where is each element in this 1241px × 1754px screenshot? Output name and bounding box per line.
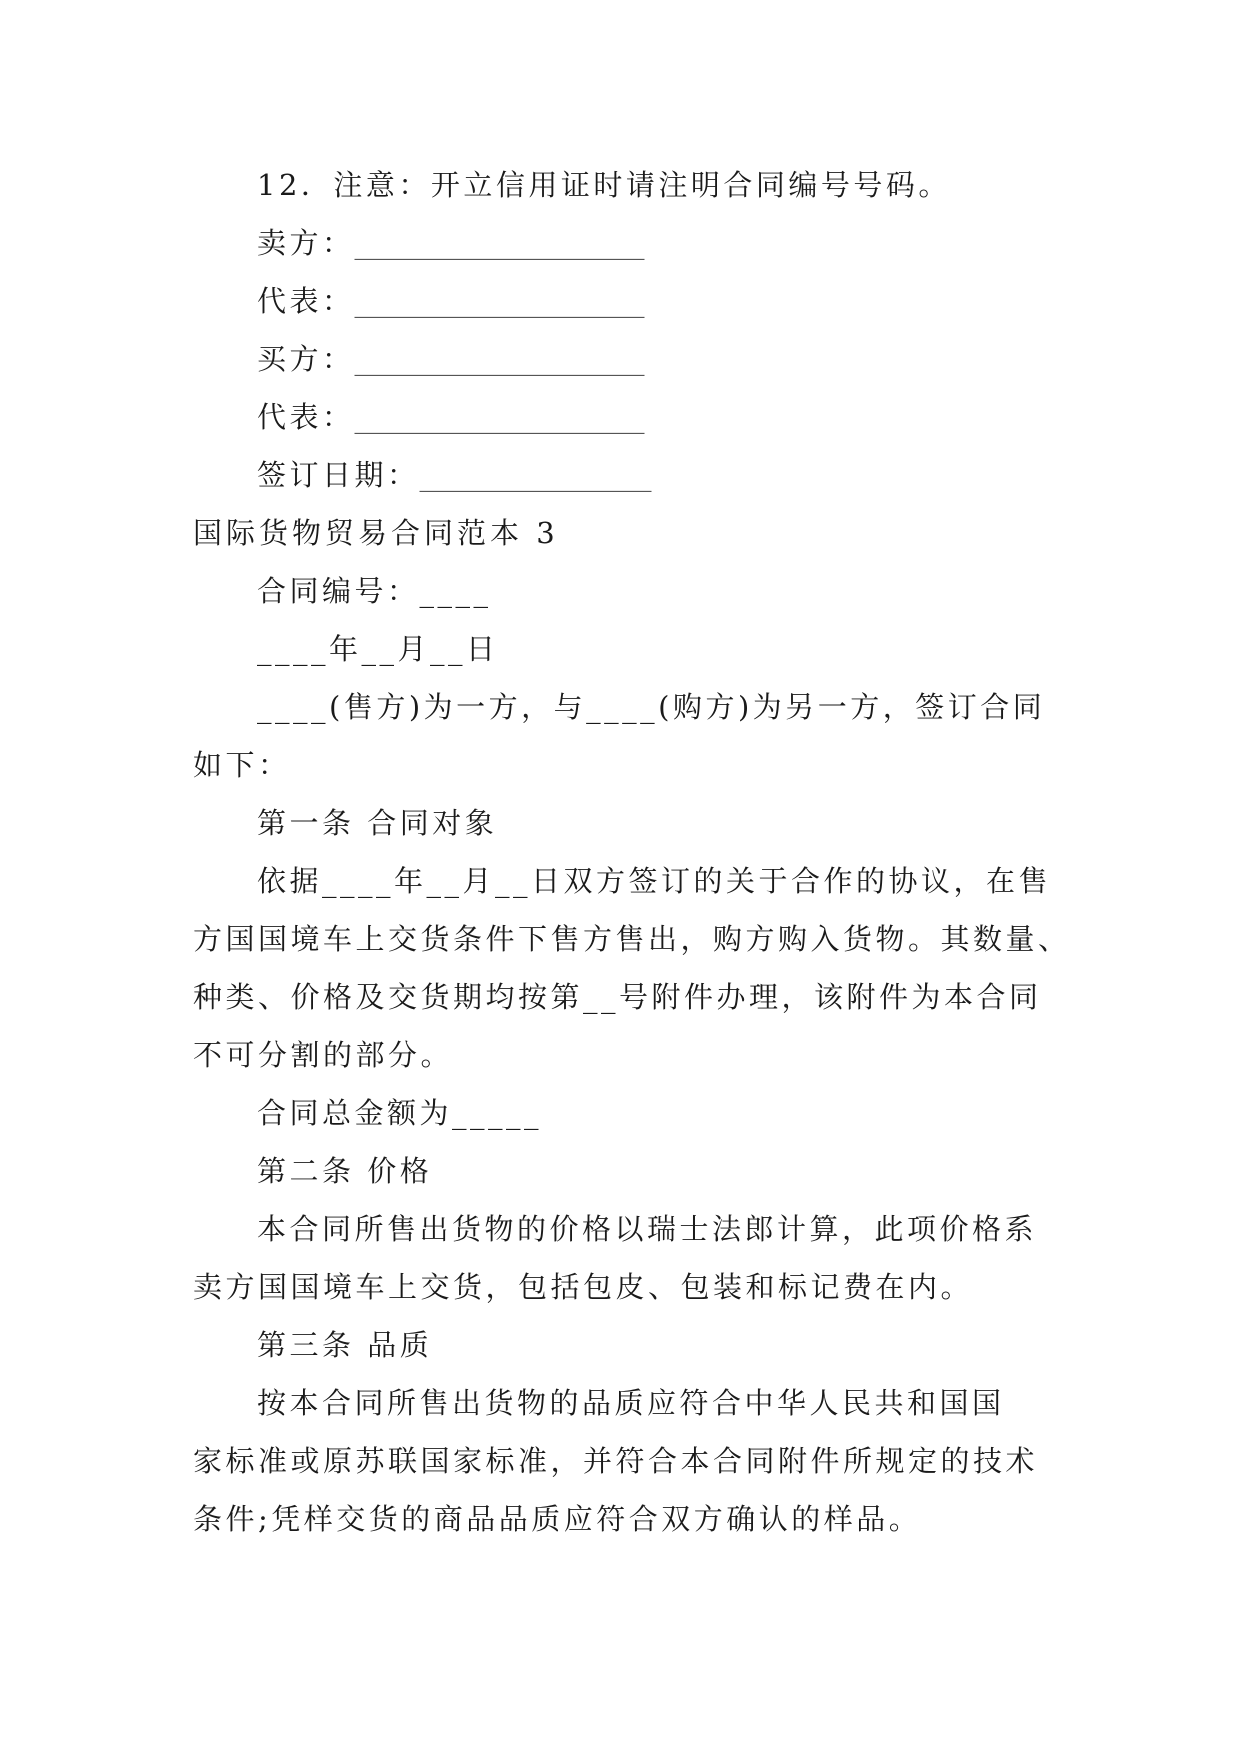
buyer-label: 买方：	[257, 342, 355, 376]
seller-representative-label: 代表：	[257, 284, 355, 318]
note-line: 12．注意：开立信用证时请注明合同编号号码。	[257, 168, 951, 202]
seller-representative-blank: ____________________	[354, 284, 645, 318]
signing-date-row	[193, 446, 1053, 504]
total-amount-line: 合同总金额为_____	[257, 1096, 543, 1130]
seller-representative-row	[193, 272, 1053, 330]
parties-line: ____(售方)为一方，与____(购方)为另一方，签订合同	[257, 690, 1046, 724]
article-1-text-line: 方国国境车上交货条件下售方售出，购方购入货物。其数量、	[193, 922, 1071, 956]
article-3-text-line: 家标准或原苏联国家标准，并符合本合同附件所规定的技术	[193, 1444, 1039, 1478]
article-2-text-line: 本合同所售出货物的价格以瑞士法郎计算，此项价格系	[257, 1212, 1038, 1246]
buyer-representative-row	[193, 388, 1053, 446]
signing-date-label: 签订日期：	[257, 458, 420, 492]
buyer-blank: ____________________	[354, 342, 645, 376]
seller-signature-row	[193, 214, 1053, 272]
article-1-text-line: 依据____年__月__日双方签订的关于合作的协议，在售	[257, 864, 1052, 898]
article-3-title: 第三条 品质	[257, 1328, 433, 1362]
date-line: ____年__月__日	[257, 632, 499, 666]
buyer-representative-label: 代表：	[257, 400, 355, 434]
article-2-title: 第二条 价格	[257, 1154, 433, 1188]
seller-blank: ____________________	[354, 226, 645, 260]
signing-date-blank: ________________	[419, 458, 652, 492]
buyer-representative-blank: ____________________	[354, 400, 645, 434]
article-1-text-line: 不可分割的部分。	[193, 1038, 454, 1072]
buyer-signature-row	[193, 330, 1053, 388]
article-3-text-line: 按本合同所售出货物的品质应符合中华人民共和国国	[257, 1386, 1005, 1420]
article-1-title: 第一条 合同对象	[257, 806, 498, 840]
contract-number-line: 合同编号：____	[257, 574, 492, 608]
section-title: 国际货物贸易合同范本 3	[193, 516, 559, 550]
article-3-text-line: 条件;凭样交货的商品品质应符合双方确认的样品。	[193, 1502, 922, 1536]
article-1-text-line: 种类、价格及交货期均按第__号附件办理，该附件为本合同	[193, 980, 1042, 1014]
seller-label: 卖方：	[257, 226, 355, 260]
article-2-text-line: 卖方国国境车上交货，包括包皮、包装和标记费在内。	[193, 1270, 974, 1304]
parties-line-continued: 如下：	[193, 748, 291, 782]
document-body	[193, 156, 1071, 1548]
